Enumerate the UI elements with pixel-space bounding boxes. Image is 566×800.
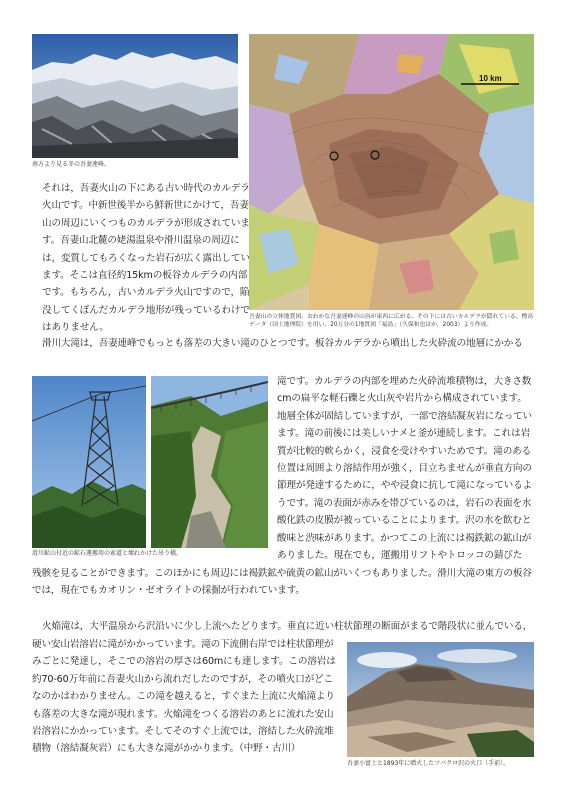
photo-azuma-kofuji-crater	[347, 642, 534, 757]
caption-crater: 吾妻小富士と1893年に噴火したツバクロ沢の火口（手前）。	[347, 760, 510, 767]
map-scale-label: 10 km	[479, 74, 502, 83]
paragraph-namekawa-falls-right: 滝です。カルデラの内部を埋めた火砕流堆積物は，大きさ数cmの扁平な軽石礫と火山灰や岩片から構成されています。地層全体が固結していますが，一部で溶結凝灰岩になっています。滝の前後には美しいナメと釜が連続します。これは岩質が比較的軟らかく，浸食を受けやすいためです。滝のある位置は周囲より溶結作用が強く，目立ちませんが垂直方向の節理が発達するために，やや浸食に抗して滝になっているようです。滝の表面が赤みを帯びているのは，岩石の表面を水酸化鉄の皮膜が被っていることによります。沢の水を飲むと酸味と渋味があります。かつてこの上流には褐鉄鉱の鉱山がありました。現在でも，運搬用リフトやトロッコの錆びた	[277, 376, 532, 562]
paragraph-kaen-falls-left: 硬い安山岩溶岩に滝がかかっています。滝の下流側右岸では柱状節理がみごとに発達し，そこでの溶岩の厚さは60mにも達します。この溶岩は約70-60万年前に吾妻火山から流れだしたのですが，その噴火口がどこなのかはわかりません。この滝を越えると，すぐまた上流に火焔滝よりも落差の大きな滝が現れます。火焔滝をつくる溶岩のあとに流れた安山岩溶岩にかかっています。そしてそのすぐ上流では，溶結した火砕流堆積物（溶結凝灰岩）にも大きな滝がかかります。（中野・古川）	[32, 639, 336, 755]
paragraph-caldera: それは，吾妻火山の下にある古い時代のカルデラ火山です。中新世後半から鮮新世にかけて，吾妻山の周辺にいくつものカルデラが形成されています。吾妻山北麓の姥湯温泉や滑川温泉の周辺には，変質してもろくなった岩石が広く露出しています。そこは直径約15kmの板谷カルデラの内部です。もちろん，古いカルデラ火山ですので，陥没してくぼんだカルデラ地形が残っているわけではありません。	[42, 183, 250, 334]
paragraph-namekawa-falls-bottom: 残骸を見ることができます。このほかにも周辺には褐鉄鉱や硫黄の鉱山がいくつもありました。滑川大滝の東方の板谷では，現在でもカオリン・ゼオライトの採掘が行われています。	[32, 568, 532, 597]
paragraph-kaen-falls-top: 火焔滝は，大平温泉から沢沿いに少し上流へたどります。垂直に近い柱状節理の断面がまるで階段状に並んでいる，	[42, 621, 533, 632]
paragraph-namekawa-falls-top: 滑川大滝は，吾妻連峰でもっとも落差の大きい滝のひとつです。板谷カルデラから噴出した火砕流の地層にかかる	[42, 338, 523, 349]
caption-map: 吾妻山の立体地質図。おわかな吾妻連峰の山容が東西に広がる。その下には古いカルデラが隠れている。標高データ（国土地理院）を用い，20万分の1地質図「福島」（久保和也ほか，2003）より作成。	[249, 314, 534, 328]
photo-winter-mountains	[32, 34, 238, 158]
caption-tower: 滑川鉱山付近の鉱石運搬用の索道と壊れかけた吊り橋。	[32, 550, 183, 557]
photo-ravine-bridge	[151, 376, 268, 548]
photo-cable-tower	[32, 376, 146, 548]
geologic-relief-map	[249, 34, 534, 310]
caption-mountains: 南方より見る冬の吾妻連峰。	[32, 161, 111, 168]
